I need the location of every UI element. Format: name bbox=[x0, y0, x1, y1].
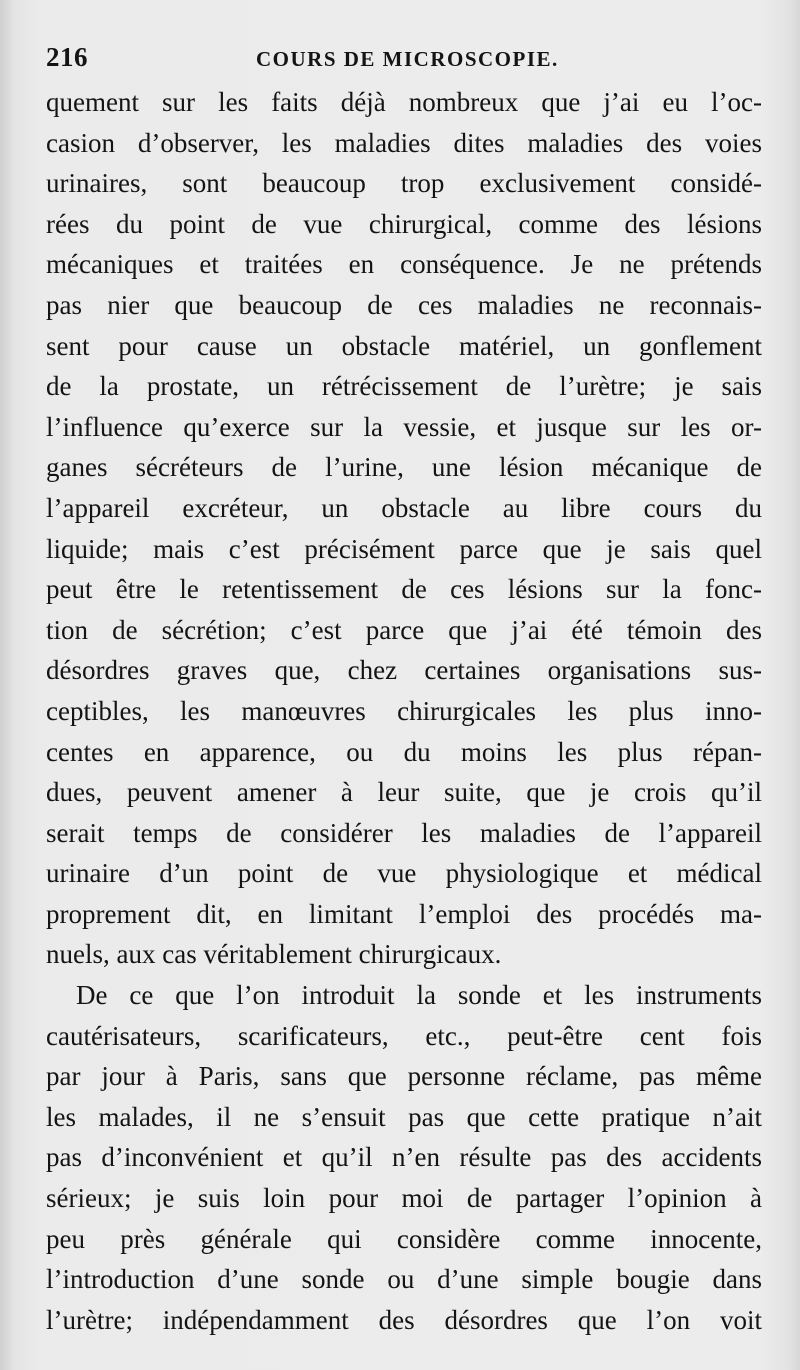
text-line: peut être le retentissement de ces lésions sur la fonc- bbox=[46, 574, 762, 605]
text-line: de la prostate, un rétrécissement de l’urètre; je sais bbox=[46, 371, 762, 402]
text-line: mécaniques et traitées en conséquence. Je ne prétends bbox=[46, 249, 762, 280]
text-line: nuels, aux cas véritablement chirurgicaux. bbox=[46, 939, 502, 970]
text-line: quement sur les faits déjà nombreux que j’ai eu l’oc- bbox=[46, 87, 762, 117]
text-line: urinaire d’un point de vue physiologique et médical bbox=[46, 858, 762, 889]
paragraph bbox=[46, 975, 762, 1340]
text-line: pas nier que beaucoup de ces maladies ne reconnais- bbox=[46, 289, 762, 320]
text-line: rées du point de vue chirurgical, comme des lésions bbox=[46, 208, 762, 239]
text-line: De ce que l’on introduit la sonde et les instruments bbox=[76, 980, 762, 1011]
text-line: l’introduction d’une sonde ou d’une simple bougie dans bbox=[46, 1264, 762, 1295]
text-line: ganes sécréteurs de l’urine, une lésion mécanique de bbox=[46, 452, 762, 483]
text-line: urinaires, sont beaucoup trop exclusivement considé- bbox=[46, 168, 762, 199]
running-head-title: COURS DE MICROSCOPIE. bbox=[256, 47, 559, 71]
text-line: désordres graves que, chez certaines organisations sus- bbox=[46, 655, 762, 686]
page-number: 216 bbox=[46, 42, 88, 72]
text-line: cautérisateurs, scarificateurs, etc., peut-être cent fois bbox=[46, 1020, 762, 1051]
text-line: peu près générale qui considère comme innocente, bbox=[46, 1223, 762, 1254]
text-line: serait temps de considérer les maladies de l’appareil bbox=[46, 817, 762, 848]
text-line: l’appareil excréteur, un obstacle au libre cours du bbox=[46, 492, 762, 523]
text-line: par jour à Paris, sans que personne réclame, pas même bbox=[46, 1061, 762, 1092]
text-line: casion d’observer, les maladies dites maladies des voies bbox=[46, 127, 762, 158]
paragraph bbox=[46, 82, 762, 975]
text-line: proprement dit, en limitant l’emploi des procédés ma- bbox=[46, 898, 762, 929]
text-line: l’influence qu’exerce sur la vessie, et jusque sur les or- bbox=[46, 411, 762, 442]
text-line: dues, peuvent amener à leur suite, que je crois qu’il bbox=[46, 777, 762, 808]
text-line: centes en apparence, ou du moins les plus répan- bbox=[46, 736, 762, 767]
text-line: tion de sécrétion; c’est parce que j’ai été témoin des bbox=[46, 614, 762, 645]
running-head bbox=[46, 42, 762, 78]
text-line: ceptibles, les manœuvres chirurgicales les plus inno- bbox=[46, 695, 762, 726]
text-line: sent pour cause un obstacle matériel, un gonflement bbox=[46, 330, 762, 361]
body-text bbox=[46, 82, 762, 1340]
text-line: sérieux; je suis loin pour moi de partager l’opinion à bbox=[46, 1183, 762, 1214]
text-line: pas d’inconvénient et qu’il n’en résulte pas des accidents bbox=[46, 1142, 762, 1173]
text-line: les malades, il ne s’ensuit pas que cette pratique n’ait bbox=[46, 1101, 762, 1132]
text-line: liquide; mais c’est précisément parce que je sais quel bbox=[46, 533, 762, 564]
text-line: l’urètre; indépendamment des désordres que l’on voit bbox=[46, 1304, 762, 1335]
